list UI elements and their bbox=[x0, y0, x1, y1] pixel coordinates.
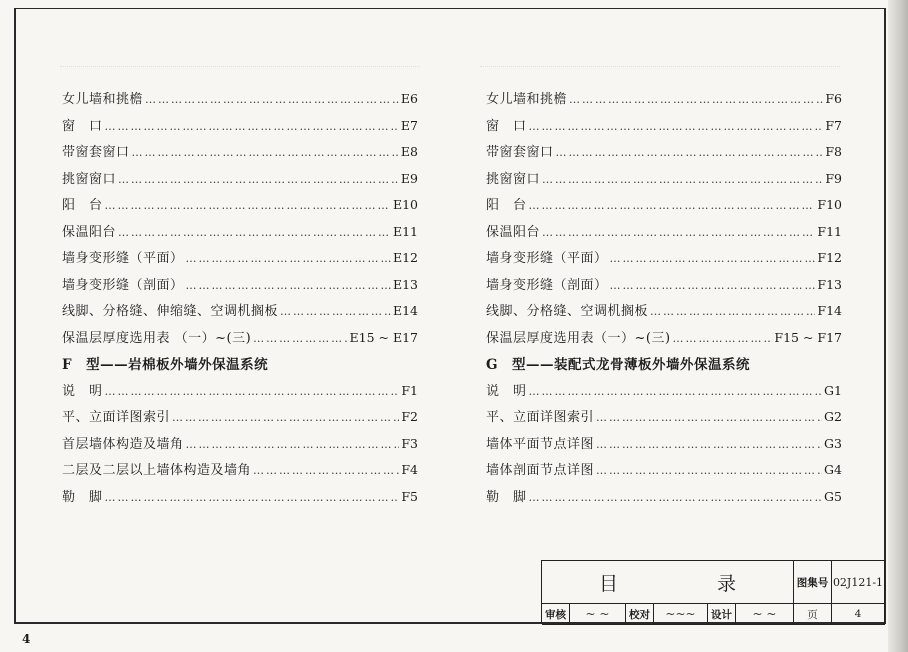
page-label: 页 bbox=[794, 604, 832, 625]
dot-leader bbox=[105, 385, 400, 398]
toc-entry-page: E14 bbox=[392, 303, 418, 318]
dot-leader bbox=[172, 411, 399, 424]
toc-entry-page: G1 bbox=[824, 382, 842, 398]
toc-entry-page: G4 bbox=[824, 462, 842, 477]
section-heading: F 型——岩棉板外墙外保温系统 bbox=[62, 357, 269, 373]
toc-entry-page: E11 bbox=[392, 223, 418, 239]
toc-entry-page: E7 bbox=[400, 117, 418, 133]
dot-leader bbox=[280, 305, 391, 318]
bleed-through-text bbox=[480, 66, 840, 75]
dot-leader bbox=[105, 491, 400, 504]
page-value: 4 bbox=[832, 604, 885, 625]
design-signature bbox=[736, 604, 794, 625]
toc-entry-title: 带窗套窗口 bbox=[62, 145, 130, 160]
dot-leader bbox=[105, 199, 391, 212]
toc-left-column bbox=[62, 88, 418, 512]
toc-entry-page: F4 bbox=[401, 462, 418, 477]
dot-leader bbox=[186, 252, 391, 265]
toc-entry-title: 墙身变形缝（平面） bbox=[486, 251, 608, 266]
check-signature bbox=[654, 604, 708, 625]
footer-page-number: 4 bbox=[22, 632, 31, 646]
toc-entry-title: 女儿墙和挑檐 bbox=[62, 92, 144, 107]
toc-entry bbox=[62, 486, 418, 513]
toc-entry-page: E8 bbox=[400, 144, 418, 159]
toc-entry-page: E15 ~ E17 bbox=[349, 329, 418, 345]
dot-leader bbox=[253, 464, 399, 477]
dot-leader bbox=[596, 438, 822, 451]
binding-edge bbox=[888, 0, 908, 652]
dot-leader bbox=[529, 491, 823, 504]
toc-entry bbox=[62, 274, 418, 301]
toc-entry-title: 挑窗窗口 bbox=[486, 171, 541, 187]
toc-entry-title: 挑窗窗口 bbox=[62, 171, 117, 187]
toc-entry bbox=[486, 459, 842, 486]
dot-leader bbox=[529, 199, 816, 212]
dot-leader bbox=[529, 385, 823, 398]
toc-entry bbox=[62, 406, 418, 433]
toc-entry bbox=[486, 486, 842, 513]
toc-entry-page: F12 bbox=[817, 250, 842, 265]
title-block bbox=[541, 560, 886, 624]
toc-entry bbox=[62, 327, 418, 354]
toc-entry-title: 墙体平面节点详图 bbox=[486, 436, 595, 452]
dot-leader bbox=[186, 438, 400, 451]
dot-leader bbox=[118, 226, 391, 239]
toc-entry-title: 窗 口 bbox=[62, 118, 103, 134]
signature-mark: ~~~ bbox=[665, 607, 696, 621]
signature-mark: ~ ~ bbox=[585, 607, 610, 621]
toc-entry-page: G3 bbox=[824, 435, 842, 451]
toc-entry-page: F13 bbox=[817, 276, 842, 292]
dot-leader bbox=[542, 173, 823, 186]
signature-mark: ~ ~ bbox=[752, 607, 777, 621]
dot-leader bbox=[569, 93, 823, 106]
toc-entry bbox=[486, 300, 842, 327]
toc-entry-title: 阳 台 bbox=[486, 198, 527, 213]
dot-leader bbox=[650, 305, 815, 318]
toc-entry-page: E9 bbox=[400, 170, 418, 186]
toc-entry-page: G5 bbox=[824, 488, 842, 504]
toc-entry-page: F8 bbox=[825, 144, 842, 159]
toc-entry-page: E10 bbox=[392, 197, 418, 212]
toc-entry-page: F3 bbox=[401, 435, 418, 451]
toc-entry bbox=[62, 247, 418, 274]
toc-entry bbox=[62, 221, 418, 248]
toc-entry-title: 保温层厚度选用表 （一）~(三) bbox=[62, 330, 252, 346]
toc-entry-title: 线脚、分格缝、空调机搁板 bbox=[486, 304, 649, 319]
dot-leader bbox=[186, 279, 391, 292]
toc-entry bbox=[62, 380, 418, 407]
review-label: 审核 bbox=[542, 604, 570, 625]
toc-entry-title: 墙身变形缝（剖面） bbox=[62, 277, 184, 293]
dot-leader bbox=[105, 120, 399, 133]
toc-entry bbox=[486, 115, 842, 142]
bleed-through-text bbox=[60, 66, 420, 75]
toc-entry-title: 线脚、分格缝、伸缩缝、空调机搁板 bbox=[62, 304, 279, 319]
toc-entry bbox=[486, 168, 842, 195]
toc-entry-title: 平、立面详图索引 bbox=[62, 410, 171, 425]
toc-entry-title: 二层及二层以上墙体构造及墙角 bbox=[62, 463, 252, 478]
dot-leader bbox=[556, 146, 824, 159]
toc-entry-page: F5 bbox=[401, 488, 418, 504]
toc-entry bbox=[486, 88, 842, 115]
toc-entry-page: F11 bbox=[817, 223, 842, 239]
toc-entry-page: F14 bbox=[817, 303, 842, 318]
toc-entry-title: 带窗套窗口 bbox=[486, 145, 554, 160]
check-label: 校对 bbox=[626, 604, 654, 625]
toc-entry bbox=[62, 300, 418, 327]
title-block-title: 目 录 bbox=[542, 561, 794, 604]
dot-leader bbox=[673, 332, 773, 345]
dot-leader bbox=[542, 226, 815, 239]
dot-leader bbox=[529, 120, 824, 133]
dot-leader bbox=[132, 146, 399, 159]
toc-entry bbox=[486, 141, 842, 168]
toc-entry bbox=[486, 194, 842, 221]
toc-entry bbox=[486, 327, 842, 354]
toc-entry-title: 勒 脚 bbox=[486, 489, 527, 505]
toc-entry-page: F10 bbox=[817, 197, 842, 212]
toc-entry-page: E12 bbox=[392, 250, 418, 265]
section-heading: G 型——装配式龙骨薄板外墙外保温系统 bbox=[486, 357, 751, 373]
toc-entry-title: 保温层厚度选用表（一）~(三) bbox=[486, 330, 671, 346]
dot-leader bbox=[253, 332, 347, 345]
toc-entry-page: F6 bbox=[825, 91, 842, 106]
toc-entry-title: 保温阳台 bbox=[486, 224, 541, 240]
toc-entry-page: E6 bbox=[400, 91, 418, 106]
toc-entry bbox=[486, 406, 842, 433]
toc-entry-page: F1 bbox=[401, 382, 418, 398]
toc-entry-title: 墙身变形缝（平面） bbox=[62, 251, 184, 266]
toc-entry-title: 墙身变形缝（剖面） bbox=[486, 277, 608, 293]
toc-entry-page: F7 bbox=[825, 117, 842, 133]
toc-entry bbox=[486, 433, 842, 460]
toc-entry bbox=[62, 88, 418, 115]
toc-entry bbox=[62, 194, 418, 221]
dot-leader bbox=[145, 93, 399, 106]
toc-entry-title: 女儿墙和挑檐 bbox=[486, 92, 568, 107]
toc-entry-title: 勒 脚 bbox=[62, 489, 103, 505]
toc-entry bbox=[62, 115, 418, 142]
atlas-number: 02J121-1 bbox=[832, 561, 885, 604]
toc-entry-page: G2 bbox=[824, 409, 842, 424]
toc-entry bbox=[486, 247, 842, 274]
dot-leader bbox=[596, 411, 822, 424]
toc-entry-title: 说 明 bbox=[486, 383, 527, 399]
toc-entry-title: 说 明 bbox=[62, 383, 103, 399]
dot-leader bbox=[610, 279, 816, 292]
dot-leader bbox=[596, 464, 822, 477]
review-signature bbox=[570, 604, 626, 625]
toc-entry-page: F9 bbox=[825, 170, 842, 186]
atlas-number-label: 图集号 bbox=[794, 561, 832, 604]
toc-entry-page: E13 bbox=[392, 276, 418, 292]
toc-entry bbox=[62, 141, 418, 168]
toc-entry bbox=[486, 274, 842, 301]
design-label: 设计 bbox=[708, 604, 736, 625]
toc-entry-page: F2 bbox=[401, 409, 418, 424]
toc-entry bbox=[62, 168, 418, 195]
toc-entry-title: 首层墙体构造及墙角 bbox=[62, 436, 184, 452]
toc-entry-title: 平、立面详图索引 bbox=[486, 410, 595, 425]
toc-entry bbox=[62, 459, 418, 486]
toc-entry-title: 保温阳台 bbox=[62, 224, 117, 240]
toc-entry-title: 墙体剖面节点详图 bbox=[486, 463, 595, 478]
toc-entry-title: 阳 台 bbox=[62, 198, 103, 213]
toc-entry bbox=[486, 380, 842, 407]
toc-entry-page: F15 ~ F17 bbox=[774, 329, 842, 345]
dot-leader bbox=[118, 173, 399, 186]
toc-entry-title: 窗 口 bbox=[486, 118, 527, 134]
toc-entry bbox=[62, 433, 418, 460]
dot-leader bbox=[610, 252, 816, 265]
toc-entry bbox=[486, 221, 842, 248]
toc-right-column bbox=[486, 88, 842, 512]
